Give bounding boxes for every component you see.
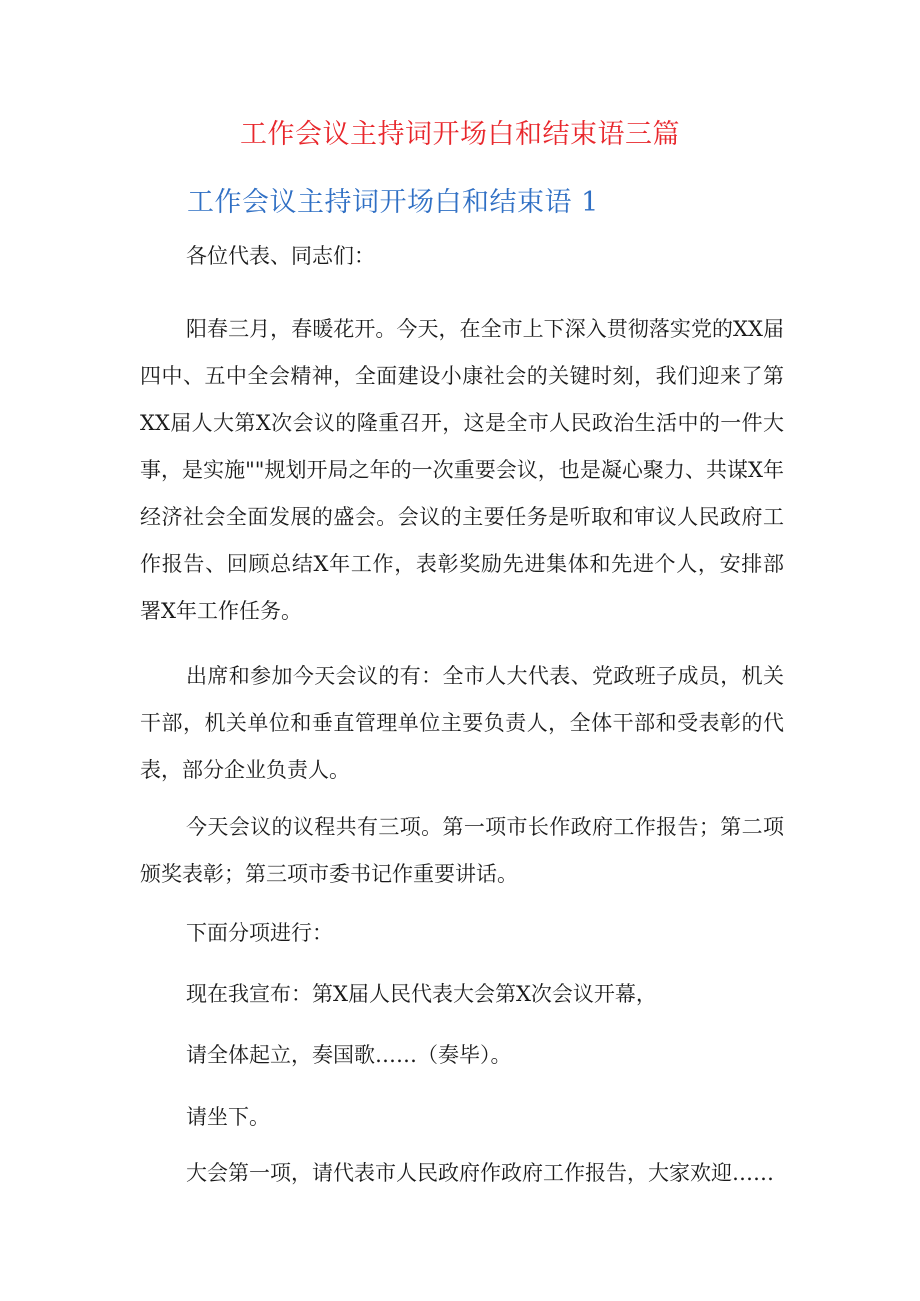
agenda-paragraph: 今天会议的议程共有三项。第一项市长作政府工作报告；第二项颁奖表彰；第三项市委书记作重要讲话。 [140, 815, 784, 886]
section-title: 工作会议主持词开场白和结束语 1 [187, 187, 599, 218]
salutation-paragraph: 各位代表、同志们： [186, 244, 375, 268]
proceed-paragraph: 下面分项进行： [186, 921, 333, 945]
anthem-paragraph: 请全体起立，奏国歌……（奏毕）。 [186, 1043, 512, 1067]
document-title: 工作会议主持词开场白和结束语三篇 [240, 119, 680, 150]
announce-paragraph: 现在我宣布：第X届人民代表大会第X次会议开幕， [186, 982, 657, 1006]
opening-paragraph: 阳春三月，春暖花开。今天，在全市上下深入贯彻落实党的XX届四中、五中全会精神，全面建设小康社会的关键时刻，我们迎来了第XX届人大第X次会议的隆重召开，这是全市人民政治生活中的一件大事，是实施""规划开局之年的一次重要会议，也是凝心聚力、共谋X年经济社会全面发展的盛会。会议的主要任务是听取和审议人民政府工作报告、回顾总结X年工作，表彰奖励先进集体和先进个人，安排部署X年工作任务。 [140, 317, 784, 623]
first-item-paragraph: 大会第一项，请代表市人民政府作政府工作报告，大家欢迎…… [186, 1161, 774, 1185]
sit-down-paragraph: 请坐下。 [186, 1105, 270, 1129]
attendees-paragraph: 出席和参加今天会议的有：全市人大代表、党政班子成员，机关干部，机关单位和垂直管理单位主要负责人，全体干部和受表彰的代表，部分企业负责人。 [140, 664, 784, 782]
